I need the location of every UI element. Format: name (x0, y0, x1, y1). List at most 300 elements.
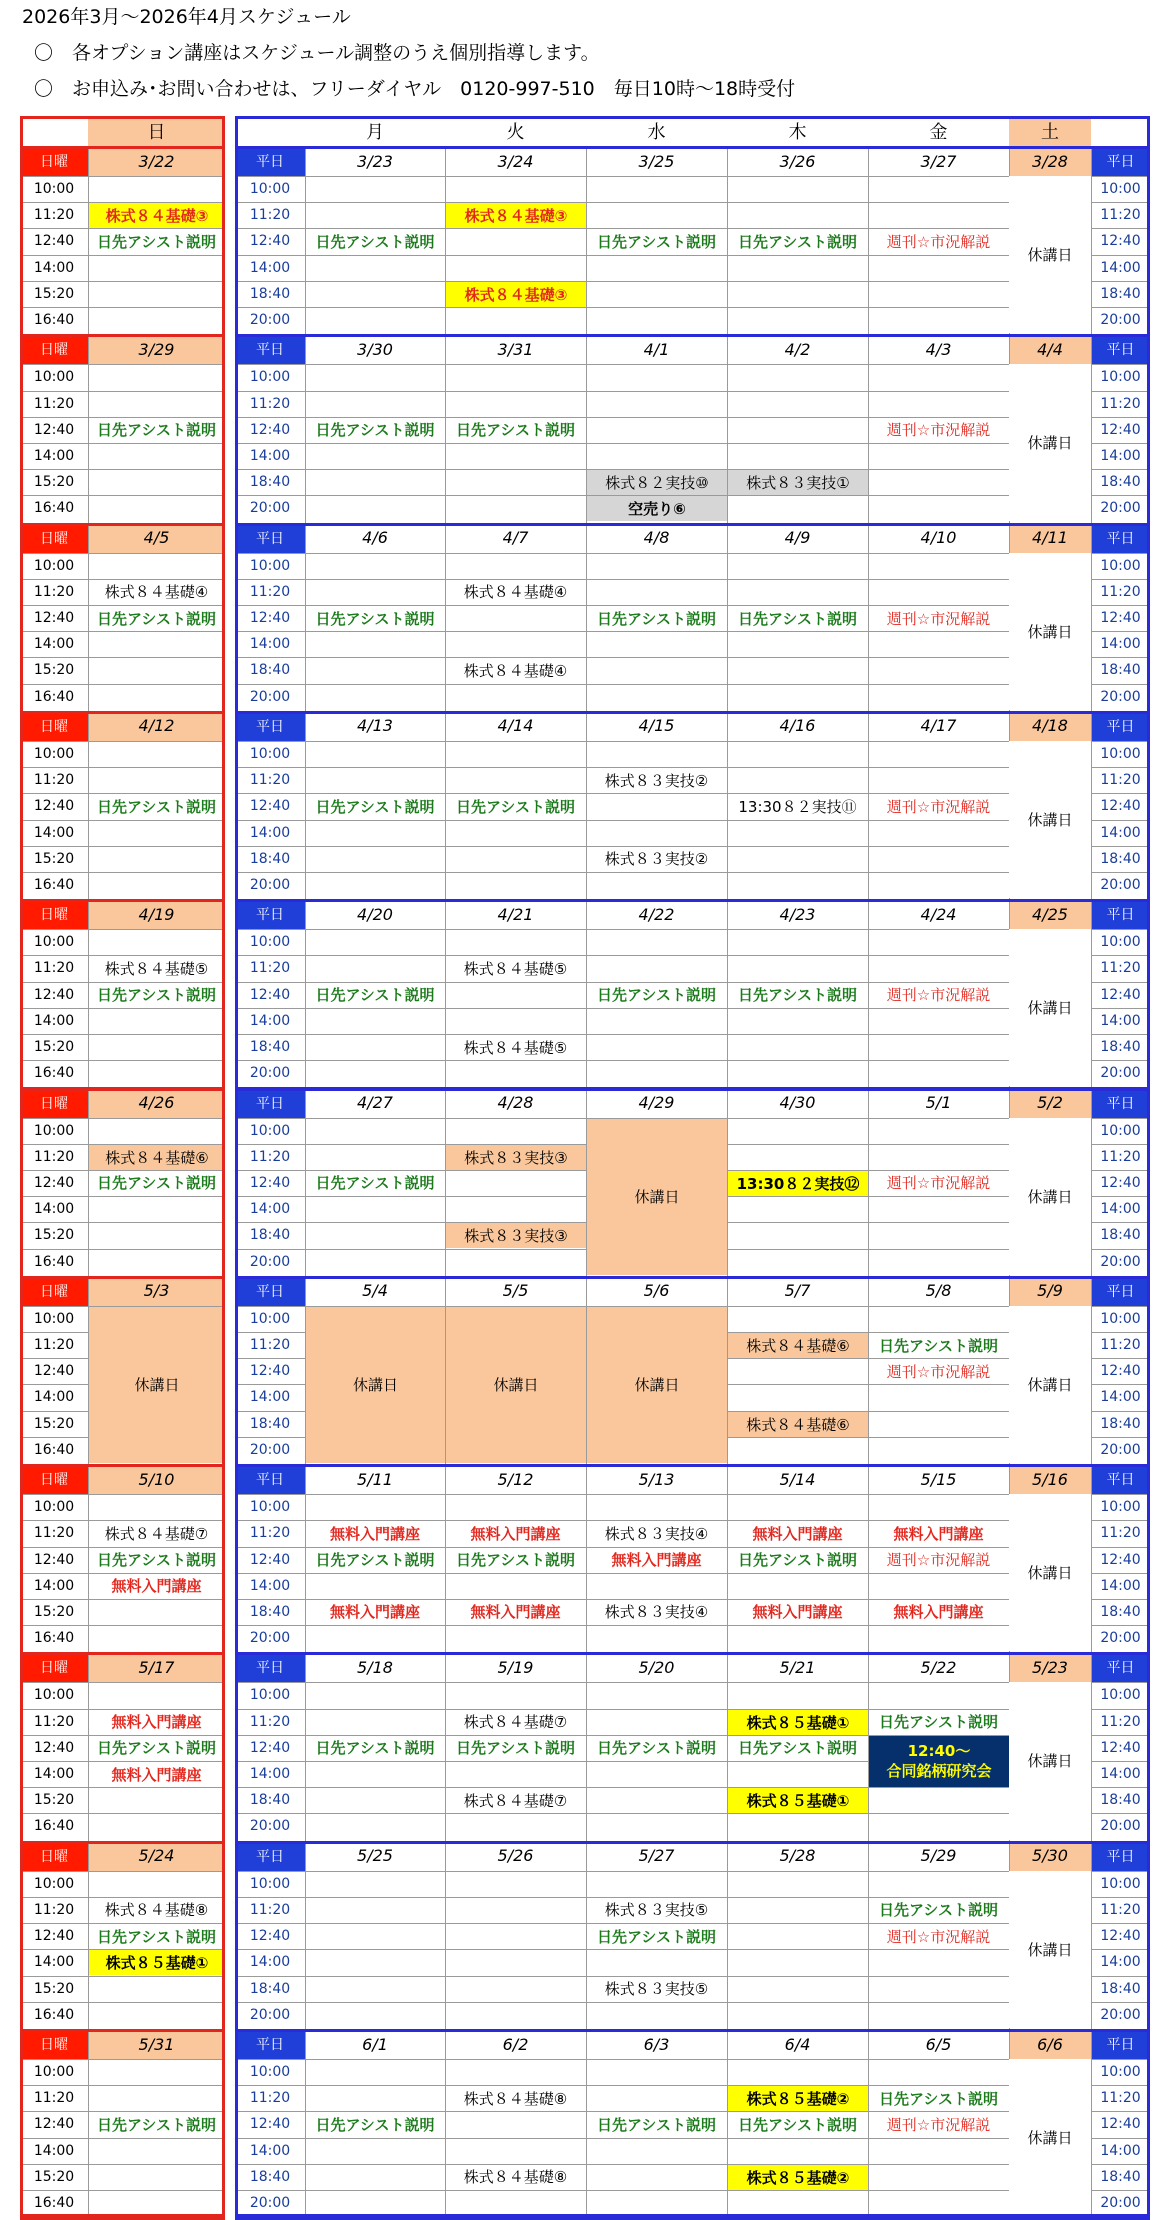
weekday-time: 11:20 (1100, 1148, 1141, 1165)
schedule-entry: 無料入門講座 (893, 1524, 984, 1543)
weekday-time: 12:40 (249, 1551, 291, 1568)
sunday-tag: 日曜 (20, 711, 88, 741)
schedule-entry: 13:30８２実技⑪ (738, 797, 857, 816)
weekday-time: 18:40 (1100, 1603, 1141, 1620)
weekday-time: 12:40 (1100, 1363, 1141, 1380)
date-cell: 5/11 (357, 1469, 393, 1489)
weekday-time: 12:40 (249, 1928, 291, 1945)
weekday-time: 14:00 (1100, 1954, 1141, 1971)
schedule-entry: 日先アシスト説明 (97, 609, 216, 628)
weekday-time: 20:00 (1100, 1253, 1141, 1270)
weekday-time: 20:00 (249, 1253, 291, 1270)
schedule-entry: 株式８４基礎⑥ (728, 1412, 868, 1437)
date-cell: 5/6 (643, 1281, 670, 1301)
date-cell: 4/8 (643, 528, 670, 548)
row-line (20, 1060, 225, 1061)
date-cell: 4/18 (1009, 711, 1091, 741)
schedule-entry: 日先アシスト説明 (315, 1174, 435, 1193)
date-cell: 5/16 (1009, 1464, 1091, 1494)
sunday-time: 11:20 (33, 1148, 75, 1165)
day-header: 金 (929, 122, 948, 143)
weekday-time: 10:00 (249, 1687, 291, 1704)
row-line (20, 1976, 225, 1977)
weekday-time: 14:00 (1100, 636, 1141, 653)
date-cell: 4/28 (497, 1093, 534, 1112)
schedule-entry: 株式８４基礎③ (89, 203, 225, 228)
sunday-time: 12:40 (33, 233, 75, 250)
date-cell: 4/25 (1009, 899, 1091, 929)
sunday-time: 16:40 (33, 1441, 75, 1458)
saturday-closed-cell: 休講日 (1009, 1682, 1091, 1839)
row-line (20, 1599, 225, 1600)
weekday-time: 12:40 (1100, 1928, 1141, 1945)
schedule-entry: 週刊☆市況解説 (886, 232, 991, 251)
weekday-tag: 平日 (1091, 2029, 1150, 2059)
sunday-time: 11:20 (33, 583, 75, 600)
date-cell: 4/4 (1009, 334, 1091, 364)
date-cell: 4/20 (357, 904, 393, 924)
date-cell: 3/24 (497, 151, 534, 171)
schedule-entry: 日先アシスト説明 (597, 232, 716, 251)
schedule-entry: 日先アシスト説明 (315, 1739, 435, 1758)
weekday-tag: 平日 (235, 1841, 305, 1871)
sunday-time: 11:20 (33, 1713, 75, 1730)
date-cell: 6/1 (362, 2034, 388, 2054)
date-cell: 5/7 (784, 1281, 811, 1301)
row-line (20, 2002, 225, 2003)
weekday-time: 20:00 (249, 312, 291, 329)
column-line (1091, 1464, 1092, 1652)
row-line (20, 2138, 225, 2139)
schedule-entry: 日先アシスト説明 (597, 986, 716, 1005)
date-cell: 5/18 (357, 1657, 393, 1677)
date-cell: 3/28 (1009, 146, 1091, 176)
weekday-time: 20:00 (1100, 2006, 1141, 2023)
day-header: 火 (506, 122, 525, 143)
weekday-time: 12:40 (249, 233, 291, 250)
row-line (20, 820, 225, 821)
date-cell: 5/31 (88, 2029, 225, 2059)
sunday-time: 16:40 (33, 1253, 75, 1270)
weekday-time: 18:40 (249, 662, 291, 679)
weekday-time: 10:00 (1100, 2064, 1141, 2081)
weekday-time: 18:40 (249, 474, 291, 491)
date-cell: 5/25 (357, 1846, 393, 1866)
schedule-entry: 株式８４基礎④ (463, 583, 568, 602)
weekday-time: 10:00 (249, 2064, 291, 2081)
date-cell: 5/30 (1009, 1841, 1091, 1871)
column-line (445, 1841, 446, 2029)
weekday-time: 11:20 (1100, 1337, 1141, 1354)
weekday-time: 18:40 (249, 1227, 291, 1244)
schedule-entry: 株式８４基礎④ (463, 661, 568, 680)
weekday-time: 18:40 (1100, 850, 1141, 867)
weekday-tag: 平日 (1091, 1464, 1150, 1494)
row-line (20, 443, 225, 444)
sunday-time: 10:00 (33, 1310, 75, 1327)
weekday-tag: 平日 (235, 899, 305, 929)
date-cell: 5/10 (88, 1464, 225, 1494)
weekday-tag: 平日 (1091, 334, 1150, 364)
weekday-time: 18:40 (1100, 1415, 1141, 1432)
schedule-entry: 日先アシスト説明 (315, 2115, 435, 2134)
sunday-time: 10:00 (33, 181, 75, 198)
date-cell: 5/1 (925, 1093, 952, 1112)
weekday-tag: 平日 (1091, 146, 1150, 176)
weekday-time: 18:40 (249, 285, 291, 302)
row-line (20, 307, 225, 308)
weekday-time: 11:20 (1100, 1901, 1141, 1918)
schedule-entry: 無料入門講座 (611, 1551, 702, 1570)
sunday-time: 12:40 (33, 2116, 75, 2133)
schedule-entry: 株式８５基礎② (728, 2165, 868, 2190)
weekday-time: 11:20 (1100, 583, 1141, 600)
saturday-closed-cell: 休講日 (1009, 1118, 1091, 1275)
weekday-time: 10:00 (1100, 181, 1141, 198)
weekday-tag: 平日 (1091, 1088, 1150, 1118)
weekday-time: 20:00 (249, 876, 291, 893)
schedule-entry: 株式８３実技② (604, 850, 709, 869)
date-cell: 4/17 (920, 716, 957, 736)
weekday-tag: 平日 (235, 1652, 305, 1682)
date-cell: 4/23 (779, 904, 816, 924)
date-cell: 3/26 (779, 151, 816, 171)
sunday-time: 16:40 (33, 2006, 75, 2023)
saturday-closed-cell: 休講日 (1009, 929, 1091, 1086)
weekday-time: 12:40 (1100, 233, 1141, 250)
schedule-entry: 株式８４基礎⑧ (463, 2168, 568, 2187)
weekday-tag: 平日 (235, 2029, 305, 2059)
event-title: 合同銘柄研究会 (886, 1762, 992, 1781)
date-cell: 5/5 (502, 1281, 529, 1301)
sunday-time: 15:20 (33, 662, 75, 679)
weekday-tag: 平日 (235, 1276, 305, 1306)
weekday-time: 11:20 (249, 395, 291, 412)
day-header: 月 (366, 122, 384, 143)
schedule-entry: 週刊☆市況解説 (886, 1927, 991, 1946)
weekday-time: 11:20 (249, 207, 291, 224)
day-header: 水 (647, 122, 666, 143)
sunday-time: 11:20 (33, 1337, 75, 1354)
row-line (20, 872, 225, 873)
sunday-time: 12:40 (33, 986, 75, 1003)
schedule-entry: 無料入門講座 (111, 1577, 202, 1596)
date-cell: 3/30 (357, 339, 393, 359)
weekday-time: 12:40 (249, 986, 291, 1003)
sunday-tag: 日曜 (20, 2029, 88, 2059)
row-line (20, 469, 225, 470)
schedule-entry: 日先アシスト説明 (97, 986, 216, 1005)
schedule-entry: 日先アシスト説明 (738, 232, 857, 251)
schedule-entry: 日先アシスト説明 (879, 1713, 998, 1732)
schedule-entry: 日先アシスト説明 (315, 986, 435, 1005)
weekday-time: 18:40 (249, 1603, 291, 1620)
schedule-entry: 日先アシスト説明 (97, 1174, 216, 1193)
weekday-time: 20:00 (249, 2006, 291, 2023)
row-line (20, 1249, 225, 1250)
sunday-tag: 日曜 (20, 1088, 88, 1118)
weekday-time: 12:40 (1100, 986, 1141, 1003)
schedule-entry: 株式８２実技⑩ (587, 470, 727, 495)
schedule-entry: 日先アシスト説明 (456, 421, 575, 440)
date-cell: 4/13 (357, 716, 393, 736)
row-line (20, 116, 225, 117)
schedule-entry: 株式８４基礎⑤ (104, 959, 209, 978)
weekday-time: 10:00 (1100, 1310, 1141, 1327)
sunday-time: 12:40 (33, 1174, 75, 1191)
row-line (20, 767, 225, 768)
weekday-time: 11:20 (249, 960, 291, 977)
weekday-time: 12:40 (249, 421, 291, 438)
sunday-time: 10:00 (33, 934, 75, 951)
schedule-entry: 日先アシスト説明 (738, 986, 857, 1005)
column-line (1091, 1276, 1092, 1464)
row-line (20, 1871, 225, 1872)
weekday-time: 11:20 (249, 1713, 291, 1730)
weekday-time: 14:00 (1100, 1577, 1141, 1594)
sunday-time: 12:40 (33, 1739, 75, 1756)
sunday-time: 15:20 (33, 474, 75, 491)
weekday-time: 11:20 (249, 772, 291, 789)
weekday-time: 11:20 (1100, 1713, 1141, 1730)
schedule-entry: 週刊☆市況解説 (886, 1551, 991, 1570)
schedule-entry: 日先アシスト説明 (456, 1551, 575, 1570)
weekday-time: 20:00 (1100, 2195, 1141, 2212)
date-cell: 5/19 (497, 1657, 534, 1677)
date-cell: 4/19 (88, 899, 225, 929)
row-line (20, 364, 225, 365)
date-cell: 3/31 (497, 339, 534, 359)
date-cell: 4/30 (779, 1093, 816, 1112)
date-cell: 6/2 (502, 2034, 529, 2054)
schedule-entry: 日先アシスト説明 (315, 1551, 435, 1570)
date-cell: 5/22 (920, 1657, 957, 1677)
weekday-time: 18:40 (1100, 285, 1141, 302)
date-cell: 5/15 (920, 1469, 957, 1489)
weekday-time: 12:40 (1100, 421, 1141, 438)
weekday-time: 14:00 (249, 259, 291, 276)
weekday-time: 14:00 (249, 447, 291, 464)
weekday-time: 20:00 (1100, 312, 1141, 329)
weekday-time: 10:00 (1100, 1499, 1141, 1516)
notice-line-2: 〇 お申込み･お問い合わせは、フリーダイヤル 0120-997-510 毎日10時～18時受付 (34, 78, 796, 100)
weekday-time: 10:00 (1100, 745, 1141, 762)
holiday-cell: 休講日 (587, 1119, 727, 1275)
sunday-tag: 日曜 (20, 1652, 88, 1682)
schedule-entry: 無料入門講座 (111, 1765, 202, 1784)
date-cell: 4/11 (1009, 523, 1091, 553)
row-line (20, 1034, 225, 1035)
weekday-time: 10:00 (1100, 1687, 1141, 1704)
weekday-time: 10:00 (249, 557, 291, 574)
event-block (869, 1736, 1009, 1787)
column-line (1091, 334, 1092, 522)
weekday-time: 12:40 (249, 1739, 291, 1756)
weekday-tag: 平日 (235, 1088, 305, 1118)
weekday-time: 14:00 (1100, 2142, 1141, 2159)
weekday-time: 14:00 (1100, 1766, 1141, 1783)
schedule-entry: 日先アシスト説明 (456, 1739, 575, 1758)
weekday-time: 11:20 (249, 1901, 291, 1918)
schedule-entry: 日先アシスト説明 (315, 421, 435, 440)
column-line (1091, 711, 1092, 899)
row-line (20, 2164, 225, 2165)
sunday-time: 14:00 (33, 1012, 75, 1029)
date-cell: 6/5 (925, 2034, 952, 2054)
sunday-time: 15:20 (33, 1603, 75, 1620)
sunday-tag: 日曜 (20, 1464, 88, 1494)
schedule-entry: 日先アシスト説明 (97, 797, 216, 816)
sunday-time: 14:00 (33, 1389, 75, 1406)
weekday-time: 11:20 (1100, 772, 1141, 789)
schedule-entry: 日先アシスト説明 (97, 1739, 216, 1758)
weekday-time: 12:40 (1100, 610, 1141, 627)
weekday-time: 12:40 (249, 1363, 291, 1380)
row-line (20, 1118, 225, 1119)
sunday-tag: 日曜 (20, 146, 88, 176)
sunday-tag: 日曜 (20, 1276, 88, 1306)
date-cell: 6/6 (1009, 2029, 1091, 2059)
weekday-time: 20:00 (249, 1818, 291, 1835)
weekday-time: 14:00 (249, 2142, 291, 2159)
sunday-time: 16:40 (33, 1065, 75, 1082)
holiday-cell: 休講日 (446, 1307, 586, 1463)
row-line (20, 2085, 225, 2086)
weekday-time: 10:00 (249, 745, 291, 762)
schedule-entry: 株式８３実技④ (604, 1524, 709, 1543)
sunday-time: 11:20 (33, 2090, 75, 2107)
sunday-time: 10:00 (33, 1122, 75, 1139)
weekday-tag: 平日 (1091, 899, 1150, 929)
weekday-time: 11:20 (249, 583, 291, 600)
weekday-time: 12:40 (249, 1174, 291, 1191)
row-line (20, 2059, 225, 2060)
date-cell: 5/8 (925, 1281, 952, 1301)
weekday-time: 12:40 (249, 798, 291, 815)
row-line (20, 176, 225, 177)
weekday-time: 10:00 (1100, 1875, 1141, 1892)
schedule-entry: 週刊☆市況解説 (886, 1174, 991, 1193)
schedule-entry: 日先アシスト説明 (738, 1739, 857, 1758)
sunday-time: 15:20 (33, 850, 75, 867)
date-cell: 4/5 (88, 523, 225, 553)
schedule-entry: 日先アシスト説明 (97, 421, 216, 440)
weekday-time: 12:40 (1100, 798, 1141, 815)
date-cell: 4/2 (784, 339, 811, 359)
sunday-time: 12:40 (33, 1363, 75, 1380)
sunday-tag: 日曜 (20, 523, 88, 553)
weekday-tag: 平日 (235, 1464, 305, 1494)
weekday-tag: 平日 (1091, 523, 1150, 553)
weekday-time: 10:00 (1100, 557, 1141, 574)
schedule-entry: 株式８５基礎① (728, 1710, 868, 1735)
sunday-time: 12:40 (33, 421, 75, 438)
weekday-tag: 平日 (1091, 1276, 1150, 1306)
weekday-time: 10:00 (249, 181, 291, 198)
schedule-entry: 日先アシスト説明 (738, 609, 857, 628)
row-line (20, 1222, 225, 1223)
sunday-time: 14:00 (33, 447, 75, 464)
schedule-entry: 株式８４基礎③ (446, 282, 586, 307)
sunday-time: 15:20 (33, 1039, 75, 1056)
row-line (20, 846, 225, 847)
schedule-entry: 日先アシスト説明 (315, 797, 435, 816)
column-line (1091, 899, 1092, 1087)
weekday-time: 18:40 (249, 1980, 291, 1997)
date-cell: 4/1 (643, 339, 670, 359)
saturday-closed-cell: 休講日 (1009, 1306, 1091, 1463)
sunday-time: 10:00 (33, 745, 75, 762)
weekday-time: 20:00 (249, 688, 291, 705)
date-cell: 4/24 (920, 904, 957, 924)
row-line (20, 2190, 225, 2191)
weekday-time: 18:40 (1100, 1227, 1141, 1244)
sunday-time: 14:00 (33, 1766, 75, 1783)
date-cell: 5/4 (362, 1281, 388, 1301)
row-line (235, 116, 1150, 117)
weekday-time: 18:40 (249, 1415, 291, 1432)
date-cell: 4/12 (88, 711, 225, 741)
weekday-time: 14:00 (1100, 1012, 1141, 1029)
weekday-time: 18:40 (1100, 1792, 1141, 1809)
corner-cell (20, 116, 88, 146)
sunday-time: 11:20 (33, 207, 75, 224)
date-cell: 5/21 (779, 1657, 816, 1677)
weekday-time: 10:00 (1100, 934, 1141, 951)
sunday-time: 15:20 (33, 1980, 75, 1997)
date-cell: 5/23 (1009, 1652, 1091, 1682)
weekday-time: 20:00 (1100, 1441, 1141, 1458)
sunday-time: 11:20 (33, 395, 75, 412)
weekday-time: 14:00 (1100, 1389, 1141, 1406)
weekday-time: 20:00 (249, 1630, 291, 1647)
weekday-time: 11:20 (249, 1148, 291, 1165)
row-line (20, 553, 225, 554)
weekday-time: 10:00 (1100, 369, 1141, 386)
schedule-entry: 株式８４基礎⑥ (728, 1333, 868, 1358)
sunday-time: 10:00 (33, 557, 75, 574)
weekday-time: 14:00 (249, 824, 291, 841)
weekday-time: 18:40 (1100, 1980, 1141, 1997)
date-cell: 5/12 (497, 1469, 534, 1489)
date-cell: 5/14 (779, 1469, 816, 1489)
sunday-time: 16:40 (33, 2195, 75, 2212)
schedule-entry: 無料入門講座 (329, 1524, 420, 1543)
sunday-time: 10:00 (33, 2064, 75, 2081)
sunday-time: 15:20 (33, 285, 75, 302)
date-cell: 3/22 (88, 146, 225, 176)
schedule-entry: 週刊☆市況解説 (886, 986, 991, 1005)
weekday-time: 14:00 (1100, 259, 1141, 276)
sunday-time: 14:00 (33, 1954, 75, 1971)
weekday-time: 10:00 (249, 369, 291, 386)
weekday-time: 14:00 (249, 1766, 291, 1783)
schedule-entry: 日先アシスト説明 (97, 1927, 216, 1946)
sunday-time: 16:40 (33, 688, 75, 705)
schedule-entry: 株式８３実技④ (604, 1603, 709, 1622)
saturday-closed-cell: 休講日 (1009, 1871, 1091, 2028)
column-line (727, 1841, 728, 2029)
weekday-time: 11:20 (1100, 395, 1141, 412)
schedule-entry: 無料入門講座 (752, 1603, 843, 1622)
schedule-entry: 株式８５基礎① (728, 1788, 868, 1813)
schedule-entry: 株式８４基礎⑧ (463, 2089, 568, 2108)
date-cell: 3/29 (88, 334, 225, 364)
date-cell: 4/6 (362, 528, 388, 548)
weekday-tag: 平日 (1091, 711, 1150, 741)
date-cell: 5/28 (779, 1846, 816, 1866)
weekday-time: 14:00 (249, 1954, 291, 1971)
